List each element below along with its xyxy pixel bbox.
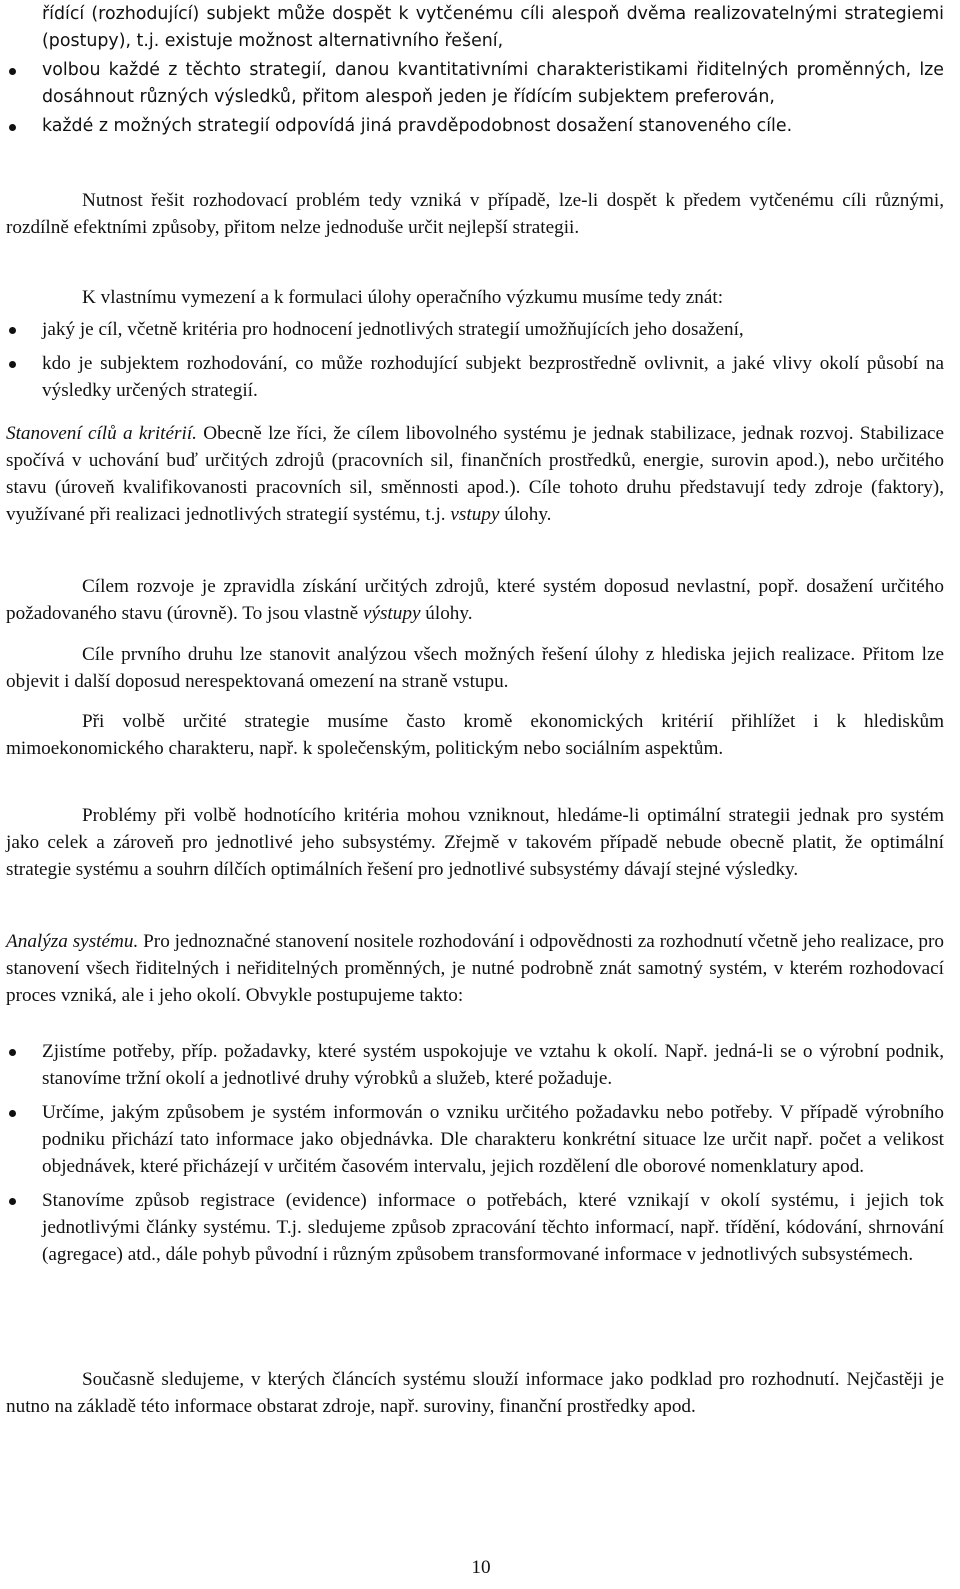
- list-item: kdo je subjektem rozhodování, co může rozhodující subjekt bezprostředně ovlivnit, a jaké vlivy okolí působí na výsledky určených strategií.: [6, 350, 944, 404]
- list-item: volbou každé z těchto strategií, danou kvantitativními charakteristikami řiditelných proměnných, lze dosáhnout různých výsledků, přitom alespoň jeden je řídícím subjektem preferován,: [6, 57, 944, 111]
- list-item: Stanovíme způsob registrace (evidence) informace o potřebách, které vznikají v okolí systému, i jejich tok jednotlivými články systému. T.j. sledujeme způsob zpracování těchto informací, např. třídění, kódování, shrnování (agregace) atd., dále pohyb původní i různým způsobem transformované informace v jednotlivých subsystémech.: [6, 1187, 944, 1268]
- paragraph-problemy: Problémy při volbě hodnotícího kritéria mohou vzniknout, hledáme-li optimální strategii jednak pro systém jako celek a zároveň pro jednotlivé jeho subsystémy. Zřejmě v takovém případě nebude obecně platit, že optimální strategie systému a souhrn dílčích optimálních řešení pro jednotlivé subsystémy dávají stejné výsledky.: [6, 805, 944, 880]
- section-heading-stanoveni: Stanovení cílů a kritérií.: [6, 423, 197, 444]
- paragraph-cilem-rozvoje: Cílem rozvoje je zpravidla získání určitých zdrojů, které systém doposud nevlastní, popř. dosažení určitého požadovaného stavu (úrovně). To jsou vlastně výstupy úlohy.: [6, 576, 944, 624]
- emphasis-vystupy: výstupy: [362, 603, 421, 624]
- list-item: Určíme, jakým způsobem je systém informován o vzniku určitého požadavku nebo potřeby. V případě výrobního podniku přichází tato informace jako objednávka. Dle charakteru konkrétní situace lze určit např. počet a velikost objednávek, které přicházejí v určitém časovém intervalu, jejich rozdělení dle oborové nomenklatury apod.: [6, 1099, 944, 1180]
- paragraph-nutnost: Nutnost řešit rozhodovací problém tedy vzniká v případě, lze-li dospět k předem vytčenému cíli různými, rozdílně efektními způsoby, přitom nelze jednoduše určit nejlepší strategii.: [6, 190, 944, 238]
- bullet-list-procedure: [6, 1038, 944, 1268]
- section-heading-analyza: Analýza systému.: [6, 931, 139, 952]
- paragraph-k-vlastnimu: K vlastnímu vymezení a k formulaci úlohy operačního výzkumu musíme tedy znát:: [82, 287, 724, 308]
- bullet-list-requirements: [6, 316, 944, 404]
- paragraph-soucasne: Současně sledujeme, v kterých článcích systému slouží informace jako podklad pro rozhodnutí. Nejčastěji je nutno na základě této informace obstarat zdroje, např. suroviny, finanční prostředky apod.: [6, 1369, 944, 1417]
- paragraph-cile-prvniho-druhu: Cíle prvního druhu lze stanovit analýzou všech možných řešení úlohy z hlediska jejich realizace. Přitom lze objevit i další doposud nerespektovaná omezení na straně vstupu.: [6, 644, 944, 692]
- paragraph-stanoveni-cilu: Stanovení cílů a kritérií. Obecně lze říci, že cílem libovolného systému je jednak stabilizace, jednak rozvoj. Stabilizace spočívá v uchování buď určitých zdrojů (pracovních sil, finančních prostředků, energie, surovin apod.), nebo určitého stavu (úroveň kvalifikovanosti pracovních sil, směnnosti apod.). Cíle tohoto druhu představují tedy zdroje (faktory), využívané při realizaci jednotlivých strategií systému, t.j. vstupy úlohy.: [6, 423, 944, 525]
- page-number: 10: [471, 1557, 491, 1578]
- emphasis-vstupy: vstupy: [450, 504, 500, 525]
- list-item: jaký je cíl, včetně kritéria pro hodnocení jednotlivých strategií umožňujících jeho dosažení,: [6, 316, 944, 343]
- paragraph-analyza-systemu: Analýza systému. Pro jednoznačné stanovení nositele rozhodování i odpovědnosti za rozhodnutí včetně jeho realizace, pro stanovení všech řiditelných i neřiditelných proměnných, je nutné podrobně znát samotný systém, v kterém rozhodovací proces vzniká, ale i jeho okolí. Obvykle postupujeme takto:: [6, 931, 944, 1006]
- list-item: Zjistíme potřeby, příp. požadavky, které systém uspokojuje ve vztahu k okolí. Např. jedná-li se o výrobní podnik, stanovíme tržní okolí a jednotlivé druhy výrobků a služeb, které požaduje.: [6, 1038, 944, 1092]
- bullet-list-conditions: [6, 1, 944, 140]
- list-item: každé z možných strategií odpovídá jiná pravděpodobnost dosažení stanoveného cíle.: [6, 113, 944, 140]
- document-page: [6, 0, 944, 1589]
- paragraph-pri-volbe: Při volbě určité strategie musíme často kromě ekonomických kritérií přihlížet i k hlediskům mimoekonomického charakteru, např. k společenským, politickým nebo sociálním aspektům.: [6, 711, 944, 759]
- list-item: řídící (rozhodující) subjekt může dospět k vytčenému cíli alespoň dvěma realizovatelnými strategiemi (postupy), t.j. existuje možnost alternativního řešení,: [42, 4, 944, 51]
